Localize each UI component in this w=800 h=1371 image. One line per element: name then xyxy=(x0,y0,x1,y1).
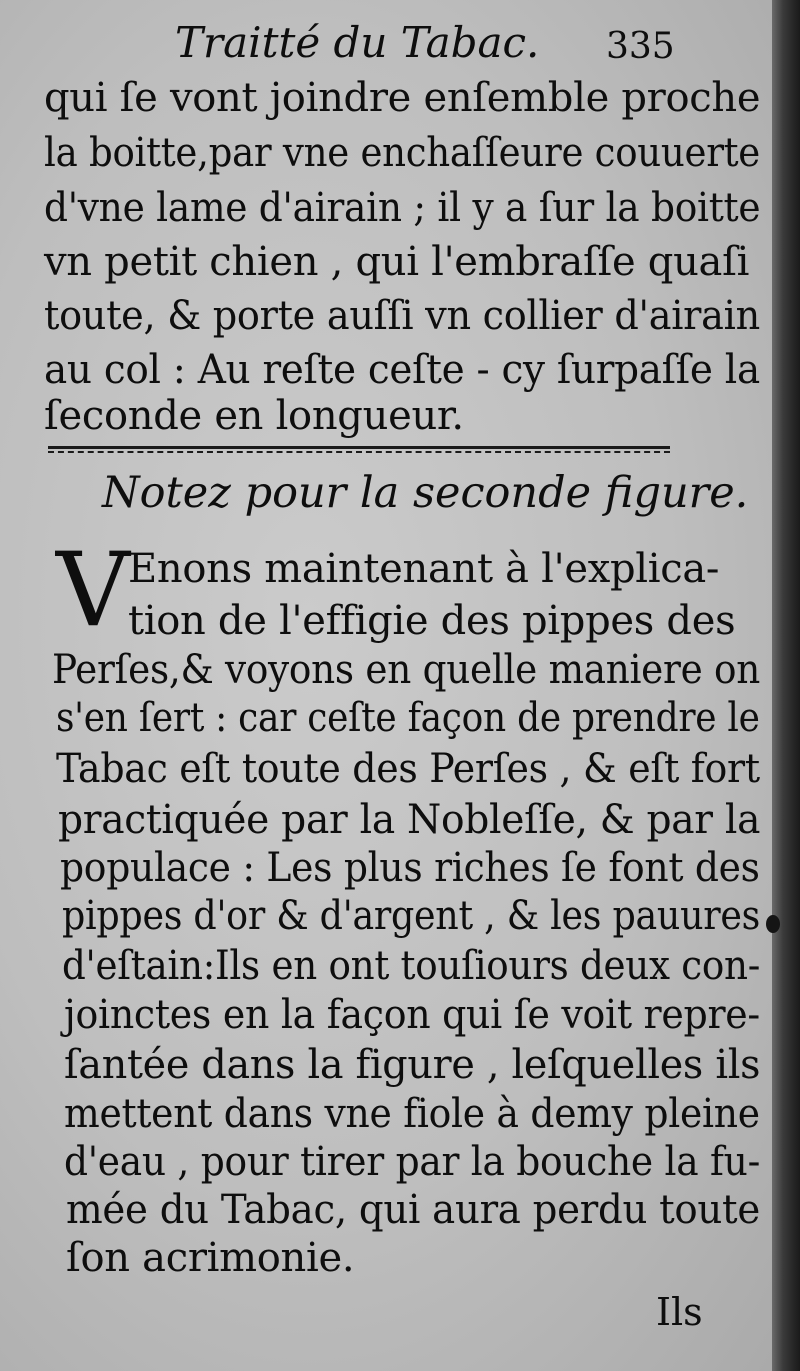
text-line: practiquée par la Nobleſſe, & par la xyxy=(58,797,761,843)
catchword: Ils xyxy=(656,1290,703,1334)
text-line: qui ſe vont joindre enſemble proche xyxy=(44,75,761,121)
page-edge-shadow xyxy=(772,0,800,1371)
running-head: Traitté du Tabac. xyxy=(175,18,540,67)
text-line: au col : Au reſte ceſte - cy ſurpaſſe la xyxy=(44,347,760,393)
text-line: ſeconde en longueur. xyxy=(44,393,464,439)
text-line: populace : Les plus riches ſe font des xyxy=(60,845,760,891)
text-line: joinctes en la façon qui ſe voit repre- xyxy=(64,992,760,1038)
ink-spot xyxy=(766,915,780,933)
text-line: Perſes,& voyons en quelle maniere on xyxy=(52,647,761,693)
text-line: toute, & porte auſſi vn collier d'airain xyxy=(44,293,760,339)
text-line: Tabac eſt toute des Perſes , & eſt fort xyxy=(56,746,760,792)
text-line: ſon acrimonie. xyxy=(66,1235,355,1281)
text-line: s'en ſert : car ceſte façon de prendre le xyxy=(56,695,760,741)
text-line: mée du Tabac, qui aura perdu toute xyxy=(66,1187,760,1233)
text-line: vn petit chien , qui l'embraſſe quaſi xyxy=(44,239,750,285)
section-title: Notez pour la seconde figure. xyxy=(102,468,749,518)
text-line: Enons maintenant à l'explica- xyxy=(128,546,720,592)
drop-cap: V xyxy=(56,531,130,650)
text-line: ſantée dans la figure , leſquelles ils xyxy=(64,1042,761,1088)
text-line: d'eſtain:Ils en ont touſiours deux con- xyxy=(62,943,761,989)
text-line: tion de l'effigie des pippes des xyxy=(128,598,736,644)
text-line: d'eau , pour tirer par la bouche la fu- xyxy=(64,1139,760,1185)
section-divider xyxy=(48,446,670,453)
page-number: 335 xyxy=(606,26,675,67)
text-line: mettent dans vne fiole à demy pleine xyxy=(64,1091,760,1137)
text-line: d'vne lame d'airain ; il y a ſur la boitte xyxy=(44,185,761,231)
text-line: la boitte,par vne enchaſſeure couuerte xyxy=(44,130,761,176)
text-line: pippes d'or & d'argent , & les pauures xyxy=(62,893,761,939)
